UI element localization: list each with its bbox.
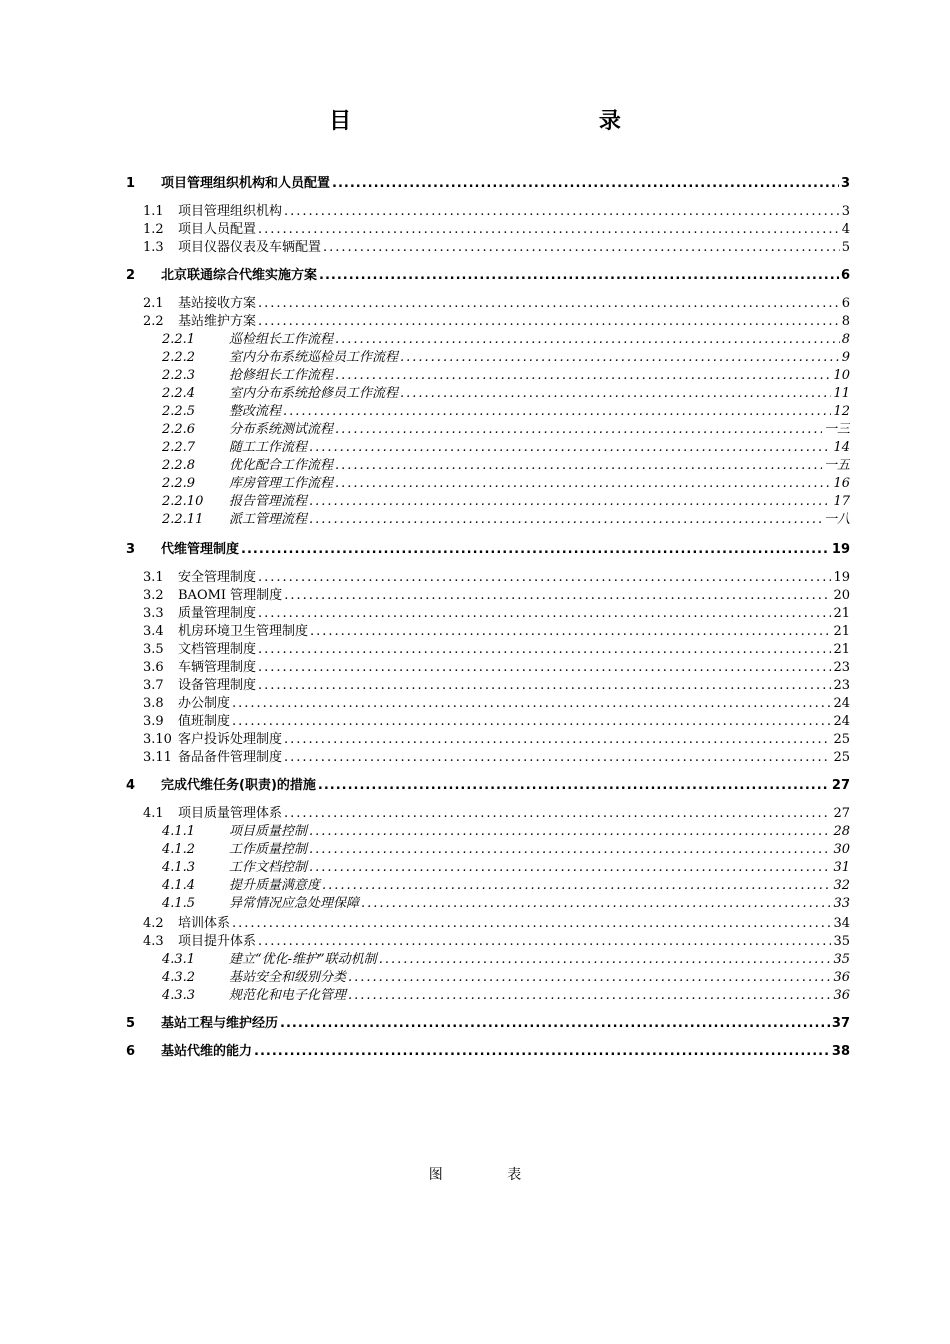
toc-entry-number: 3.3: [143, 606, 164, 621]
toc-entry-page: 38: [831, 1044, 850, 1059]
toc-entry-title: 整改流程: [229, 404, 282, 419]
toc-entry-number: 2.2.9: [162, 476, 196, 491]
toc-leader-dots: [284, 588, 831, 603]
toc-entry-title: 项目提升体系: [178, 934, 257, 949]
toc-entry-title: 文档管理制度: [178, 642, 257, 657]
toc-entry-page: 8: [841, 332, 850, 347]
toc-leader-dots: [258, 314, 840, 329]
toc-entry[interactable]: [126, 538, 850, 557]
toc-entry-number: 3.6: [143, 660, 164, 675]
toc-leader-dots: [319, 268, 839, 283]
toc-entry[interactable]: [126, 1040, 850, 1059]
toc-entry[interactable]: [126, 984, 850, 1003]
toc-entry-title: 安全管理制度: [178, 570, 257, 585]
toc-entry[interactable]: [126, 200, 850, 219]
toc-leader-dots: [258, 606, 831, 621]
toc-entry-page: 一八: [823, 512, 850, 527]
toc-leader-dots: [309, 860, 831, 875]
toc-entry-page: 11: [833, 386, 850, 401]
toc-entry[interactable]: [126, 418, 850, 437]
toc-leader-dots: [335, 422, 822, 437]
toc-entry-title: 异常情况应急处理保障: [229, 896, 360, 911]
toc-entry-title: 工作文档控制: [229, 860, 308, 875]
toc-entry[interactable]: [126, 1012, 850, 1031]
toc-entry-page: 一三: [823, 422, 850, 437]
toc-leader-dots: [309, 512, 822, 527]
toc-entry[interactable]: [126, 602, 850, 621]
toc-entry-title: 优化配合工作流程: [229, 458, 334, 473]
toc-entry[interactable]: [126, 236, 850, 255]
toc-leader-dots: [258, 934, 831, 949]
toc-leader-dots: [322, 878, 831, 893]
toc-entry-number: 4.1.1: [162, 824, 196, 839]
toc-leader-dots: [258, 570, 831, 585]
toc-entry-number: 4.1: [143, 806, 164, 821]
toc-entry-number: 3.5: [143, 642, 164, 657]
toc-entry-page: 24: [833, 696, 850, 711]
toc-entry[interactable]: [126, 310, 850, 329]
toc-entry-number: 4.1.2: [162, 842, 196, 857]
toc-entry-number: 2: [126, 268, 136, 283]
toc-entry-title: 提升质量满意度: [229, 878, 321, 893]
toc-entry-page: 30: [833, 842, 850, 857]
toc-leader-dots: [323, 240, 840, 255]
toc-entry-title: 项目仪器仪表及车辆配置: [178, 240, 322, 255]
toc-entry-page: 25: [833, 732, 850, 747]
toc-entry-page: 21: [833, 642, 850, 657]
toc-entry[interactable]: [126, 172, 850, 191]
toc-entry-number: 6: [126, 1044, 136, 1059]
toc-entry-number: 2.2.8: [162, 458, 196, 473]
toc-entry-page: 21: [833, 606, 850, 621]
toc-title: 目 录: [329, 109, 741, 134]
toc-entry-title: 基站接收方案: [178, 296, 257, 311]
toc-leader-dots: [400, 350, 840, 365]
toc-leader-dots: [318, 778, 830, 793]
toc-entry[interactable]: [126, 728, 850, 747]
toc-entry-title: 规范化和电子化管理: [229, 988, 347, 1003]
toc-entry-title: 基站代维的能力: [161, 1044, 253, 1059]
toc-leader-dots: [310, 624, 831, 639]
toc-entry[interactable]: [126, 346, 850, 365]
toc-entry-title: 巡检组长工作流程: [229, 332, 334, 347]
toc-entry-title: 设备管理制度: [178, 678, 257, 693]
toc-entry[interactable]: [126, 292, 850, 311]
toc-entry-number: 3.10: [143, 732, 172, 747]
toc-entry[interactable]: [126, 454, 850, 473]
toc-entry-page: 20: [833, 588, 850, 603]
toc-entry-number: 3.1: [143, 570, 164, 585]
toc-entry-number: 1: [126, 176, 136, 191]
toc-entry-number: 2.2.5: [162, 404, 196, 419]
toc-leader-dots: [232, 696, 831, 711]
toc-entry-page: 31: [833, 860, 850, 875]
toc-entry-page: 35: [833, 952, 850, 967]
toc-entry-page: 21: [833, 624, 850, 639]
toc-leader-dots: [335, 458, 822, 473]
toc-entry-number: 3: [126, 542, 136, 557]
toc-entry-page: 14: [833, 440, 850, 455]
toc-entry[interactable]: [126, 436, 850, 455]
toc-entry-number: 3.4: [143, 624, 164, 639]
toc-entry-title: 抢修组长工作流程: [229, 368, 334, 383]
toc-leader-dots: [284, 732, 831, 747]
toc-entry-number: 4.1.4: [162, 878, 196, 893]
toc-leader-dots: [283, 404, 831, 419]
toc-entry-number: 2.2.2: [162, 350, 196, 365]
toc-entry-number: 2.2.11: [162, 512, 204, 527]
toc-entry-page: 16: [833, 476, 850, 491]
toc-leader-dots: [332, 176, 839, 191]
toc-entry-page: 37: [831, 1016, 850, 1031]
toc-entry[interactable]: [126, 774, 850, 793]
toc-entry-title: 培训体系: [178, 916, 231, 931]
toc-entry-number: 2.2.1: [162, 332, 196, 347]
toc-entry-number: 1.2: [143, 222, 164, 237]
toc-leader-dots: [284, 750, 831, 765]
toc-entry[interactable]: [126, 620, 850, 639]
toc-entry[interactable]: [126, 948, 850, 967]
toc-entry[interactable]: [126, 264, 850, 283]
toc-entry-page: 12: [833, 404, 850, 419]
toc-leader-dots: [258, 296, 840, 311]
toc-leader-dots: [348, 988, 831, 1003]
toc-entry-number: 2.1: [143, 296, 164, 311]
toc-leader-dots: [241, 542, 830, 557]
toc-entry-title: 基站工程与维护经历: [161, 1016, 279, 1031]
toc-leader-dots: [309, 824, 831, 839]
toc-leader-dots: [254, 1044, 830, 1059]
toc-entry-number: 2.2.10: [162, 494, 204, 509]
toc-entry-page: 23: [833, 660, 850, 675]
toc-leader-dots: [284, 806, 831, 821]
toc-entry-title: 派工管理流程: [229, 512, 308, 527]
toc-leader-dots: [379, 952, 832, 967]
toc-entry-title: 项目质量控制: [229, 824, 308, 839]
toc-entry-title: 质量管理制度: [178, 606, 257, 621]
toc-entry[interactable]: [126, 400, 850, 419]
toc-entry-page: 8: [841, 314, 850, 329]
toc-entry-page: 24: [833, 714, 850, 729]
toc-entry[interactable]: [126, 856, 850, 875]
toc-leader-dots: [232, 916, 831, 931]
toc-entry-page: 一五: [823, 458, 850, 473]
toc-entry-title: BAOMI 管理制度: [178, 588, 283, 603]
toc-entry[interactable]: [126, 892, 850, 911]
toc-entry-page: 27: [831, 778, 850, 793]
toc-entry[interactable]: [126, 692, 850, 711]
toc-entry-title: 室内分布系统巡检员工作流程: [229, 350, 399, 365]
toc-entry-number: 2.2.7: [162, 440, 196, 455]
toc-entry-number: 4.1.5: [162, 896, 196, 911]
toc-entry-page: 35: [833, 934, 850, 949]
toc-entry-page: 25: [833, 750, 850, 765]
toc-entry[interactable]: [126, 746, 850, 765]
toc-entry[interactable]: [126, 566, 850, 585]
toc-entry-page: 17: [833, 494, 850, 509]
toc-entry[interactable]: [126, 820, 850, 839]
toc-leader-dots: [335, 332, 840, 347]
toc-entry-title: 代维管理制度: [161, 542, 240, 557]
toc-leader-dots: [284, 204, 840, 219]
toc-entry-number: 4.3.1: [162, 952, 196, 967]
toc-entry[interactable]: [126, 802, 850, 821]
toc-entry-title: 完成代维任务(职责)的措施: [161, 778, 316, 793]
toc-entry-title: 分布系统测试流程: [229, 422, 334, 437]
toc-entry-page: 36: [833, 988, 850, 1003]
toc-entry[interactable]: [126, 710, 850, 729]
toc-leader-dots: [258, 678, 831, 693]
toc-entry-number: 3.2: [143, 588, 164, 603]
toc-entry[interactable]: [126, 874, 850, 893]
toc-entry-number: 2.2: [143, 314, 164, 329]
toc-entry[interactable]: [126, 328, 850, 347]
toc-entry-title: 随工工作流程: [229, 440, 308, 455]
toc-entry-page: 10: [833, 368, 850, 383]
figures-caption: 图 表: [428, 1167, 552, 1183]
toc-entry-page: 33: [833, 896, 850, 911]
toc-entry-title: 项目管理组织机构和人员配置: [161, 176, 331, 191]
toc-entry-title: 备品备件管理制度: [178, 750, 283, 765]
toc-entry[interactable]: [126, 584, 850, 603]
toc-entry-page: 19: [831, 542, 850, 557]
toc-leader-dots: [348, 970, 831, 985]
toc-entry[interactable]: [126, 382, 850, 401]
toc-entry-number: 5: [126, 1016, 136, 1031]
toc-entry-page: 6: [840, 268, 850, 283]
toc-entry-title: 项目质量管理体系: [178, 806, 283, 821]
toc-entry-title: 室内分布系统抢修员工作流程: [229, 386, 399, 401]
toc-entry-page: 4: [841, 222, 850, 237]
toc-entry-title: 建立“优化-维护”联动机制: [229, 952, 377, 967]
toc-entry-page: 28: [833, 824, 850, 839]
toc-entry-title: 北京联通综合代维实施方案: [161, 268, 318, 283]
toc-entry-number: 4.3.3: [162, 988, 196, 1003]
toc-entry-page: 6: [841, 296, 850, 311]
toc-entry-page: 32: [833, 878, 850, 893]
toc-entry-title: 办公制度: [178, 696, 231, 711]
toc-entry-title: 基站安全和级别分类: [229, 970, 347, 985]
toc-entry-title: 工作质量控制: [229, 842, 308, 857]
toc-entry-number: 3.8: [143, 696, 164, 711]
toc-entry-number: 4.3: [143, 934, 164, 949]
toc-entry-title: 项目管理组织机构: [178, 204, 283, 219]
toc-leader-dots: [309, 842, 831, 857]
toc-entry-title: 机房环境卫生管理制度: [178, 624, 309, 639]
toc-entry-number: 4.2: [143, 916, 164, 931]
toc-entry-page: 27: [833, 806, 850, 821]
toc-leader-dots: [309, 494, 831, 509]
toc-leader-dots: [400, 386, 831, 401]
toc-entry-number: 2.2.6: [162, 422, 196, 437]
toc-entry-number: 3.7: [143, 678, 164, 693]
toc-entry-number: 2.2.3: [162, 368, 196, 383]
toc-entry[interactable]: [126, 674, 850, 693]
toc-entry-page: 34: [833, 916, 850, 931]
toc-entry[interactable]: [126, 966, 850, 985]
toc-entry[interactable]: [126, 472, 850, 491]
toc-entry-title: 报告管理流程: [229, 494, 308, 509]
toc-leader-dots: [258, 642, 831, 657]
toc-entry[interactable]: [126, 656, 850, 675]
toc-entry[interactable]: [126, 838, 850, 857]
toc-entry[interactable]: [126, 490, 850, 509]
toc-entry-title: 库房管理工作流程: [229, 476, 334, 491]
toc-entry-title: 值班制度: [178, 714, 231, 729]
toc-leader-dots: [335, 476, 831, 491]
toc-entry-number: 3.9: [143, 714, 164, 729]
toc-leader-dots: [280, 1016, 830, 1031]
toc-entry-page: 3: [840, 176, 850, 191]
toc-entry-page: 36: [833, 970, 850, 985]
toc-leader-dots: [361, 896, 831, 911]
toc-entry-title: 项目人员配置: [178, 222, 257, 237]
toc-entry-title: 车辆管理制度: [178, 660, 257, 675]
toc-entry-number: 4.3.2: [162, 970, 196, 985]
toc-entry-number: 1.1: [143, 204, 164, 219]
toc-entry[interactable]: [126, 508, 850, 527]
toc-entry-number: 1.3: [143, 240, 164, 255]
toc-entry-number: 3.11: [143, 750, 172, 765]
toc-leader-dots: [232, 714, 831, 729]
toc-entry[interactable]: [126, 930, 850, 949]
toc-entry-page: 5: [841, 240, 850, 255]
toc-entry-page: 23: [833, 678, 850, 693]
toc-entry-page: 19: [833, 570, 850, 585]
toc-leader-dots: [309, 440, 831, 455]
toc-entry-title: 基站维护方案: [178, 314, 257, 329]
toc-entry[interactable]: [126, 912, 850, 931]
toc-entry[interactable]: [126, 364, 850, 383]
toc-leader-dots: [258, 660, 831, 675]
toc-leader-dots: [335, 368, 831, 383]
toc-entry-number: 4: [126, 778, 136, 793]
toc-entry-number: 4.1.3: [162, 860, 196, 875]
toc-entry[interactable]: [126, 638, 850, 657]
toc-leader-dots: [258, 222, 840, 237]
toc-entry-page: 3: [841, 204, 850, 219]
toc-entry-number: 2.2.4: [162, 386, 196, 401]
toc-entry-title: 客户投诉处理制度: [178, 732, 283, 747]
toc-entry[interactable]: [126, 218, 850, 237]
toc-entry-page: 9: [841, 350, 850, 365]
